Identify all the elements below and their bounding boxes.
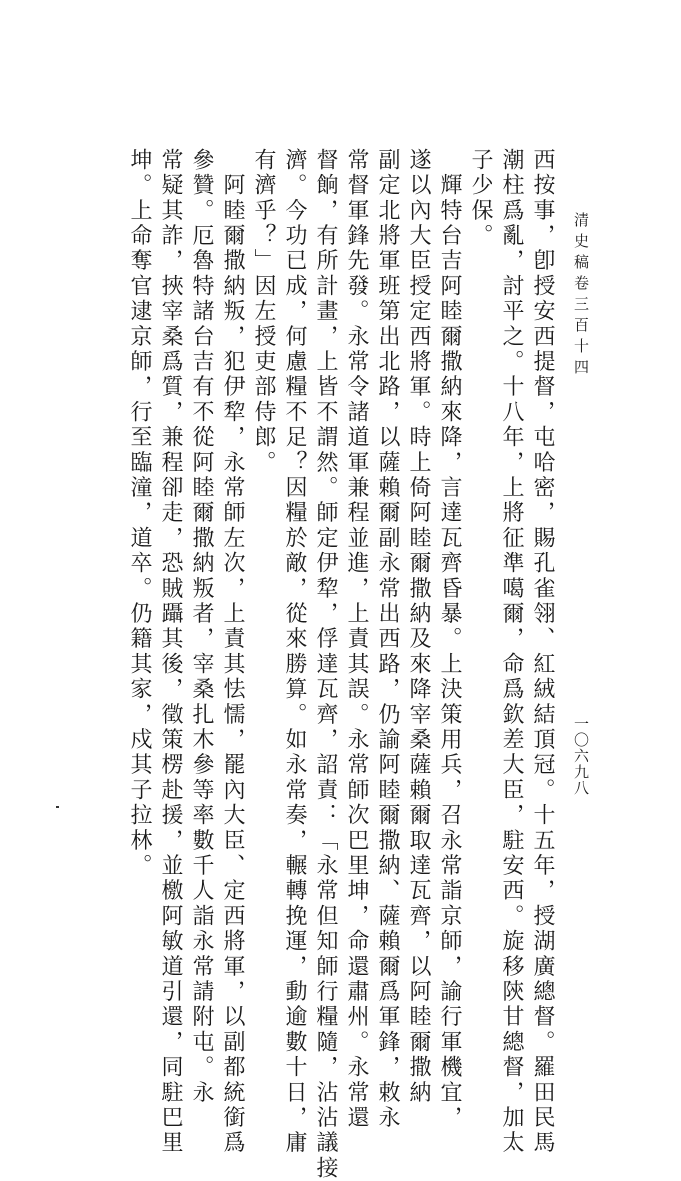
text-column-6: 副定北將軍班第出北路，以薩賴爾副永常出西路，仍諭阿睦爾撒納、薩賴爾爲軍鋒，敕永: [375, 148, 400, 1131]
text-column-3: 子少保。: [468, 148, 493, 249]
text-column-14: 坤。上命奪官逮京師，行至臨潼，道卒。仍籍其家，戍其子拉林。: [127, 148, 152, 879]
text-column-12: 參贊。厄魯特諸台吉有不從阿睦爾撒納叛者，宰桑扎木參等率數千人詣永常請附屯。永: [189, 148, 214, 1106]
text-column-1: 西按事，卽授安西提督，屯哈密，賜孔雀翎、紅絨結頂冠。十五年，授湖廣總督。羅田民馬: [530, 148, 555, 1156]
text-column-8: 督餉，有所計畫，上皆不謂然。師定伊犂，俘達瓦齊，詔責：「永常但知師行糧隨，沾沾議接: [313, 148, 338, 1181]
page-number: 一〇六九八: [572, 716, 590, 796]
text-column-9: 濟。今功已成，何慮糧不足？因糧於敵，從來勝算。如永常奏，輾轉挽運，動逾數十日，庸: [282, 148, 307, 1156]
text-column-10: 有濟乎？」因左授吏部侍郎。: [251, 148, 276, 476]
running-header-title: 清史稿卷三百十四: [572, 212, 590, 380]
text-column-11: 阿睦爾撒納叛，犯伊犂，永常師左次，上責其怯懦，罷內大臣、定西將軍，以副都統銜爲: [220, 148, 245, 1156]
text-column-5: 遂以內大臣授定西將軍。時上倚阿睦爾撒納及來降宰桑薩賴爾取達瓦齊，以阿睦爾撒納: [406, 148, 431, 1106]
text-column-2: 潮柱爲亂，討平之。十八年，上將征準噶爾，命爲欽差大臣，駐安西。旋移陝甘總督，加太: [499, 148, 524, 1156]
text-column-4: 輝特台吉阿睦爾撒納來降，言達瓦齊昏暴。上決策用兵，召永常詣京師，諭行軍機宜，: [437, 148, 462, 1131]
text-column-13: 常疑其詐，挾宰桑爲質，兼程卻走，恐賊躡其後，徵策楞赴援，並檄阿敏道引還，同駐巴里: [158, 148, 183, 1156]
text-column-7: 常督軍鋒先發。永常令諸道軍兼程並進，上責其誤。永常師次巴里坤，命還肅州。永常還: [344, 148, 369, 1131]
scan-speck: [56, 806, 59, 808]
